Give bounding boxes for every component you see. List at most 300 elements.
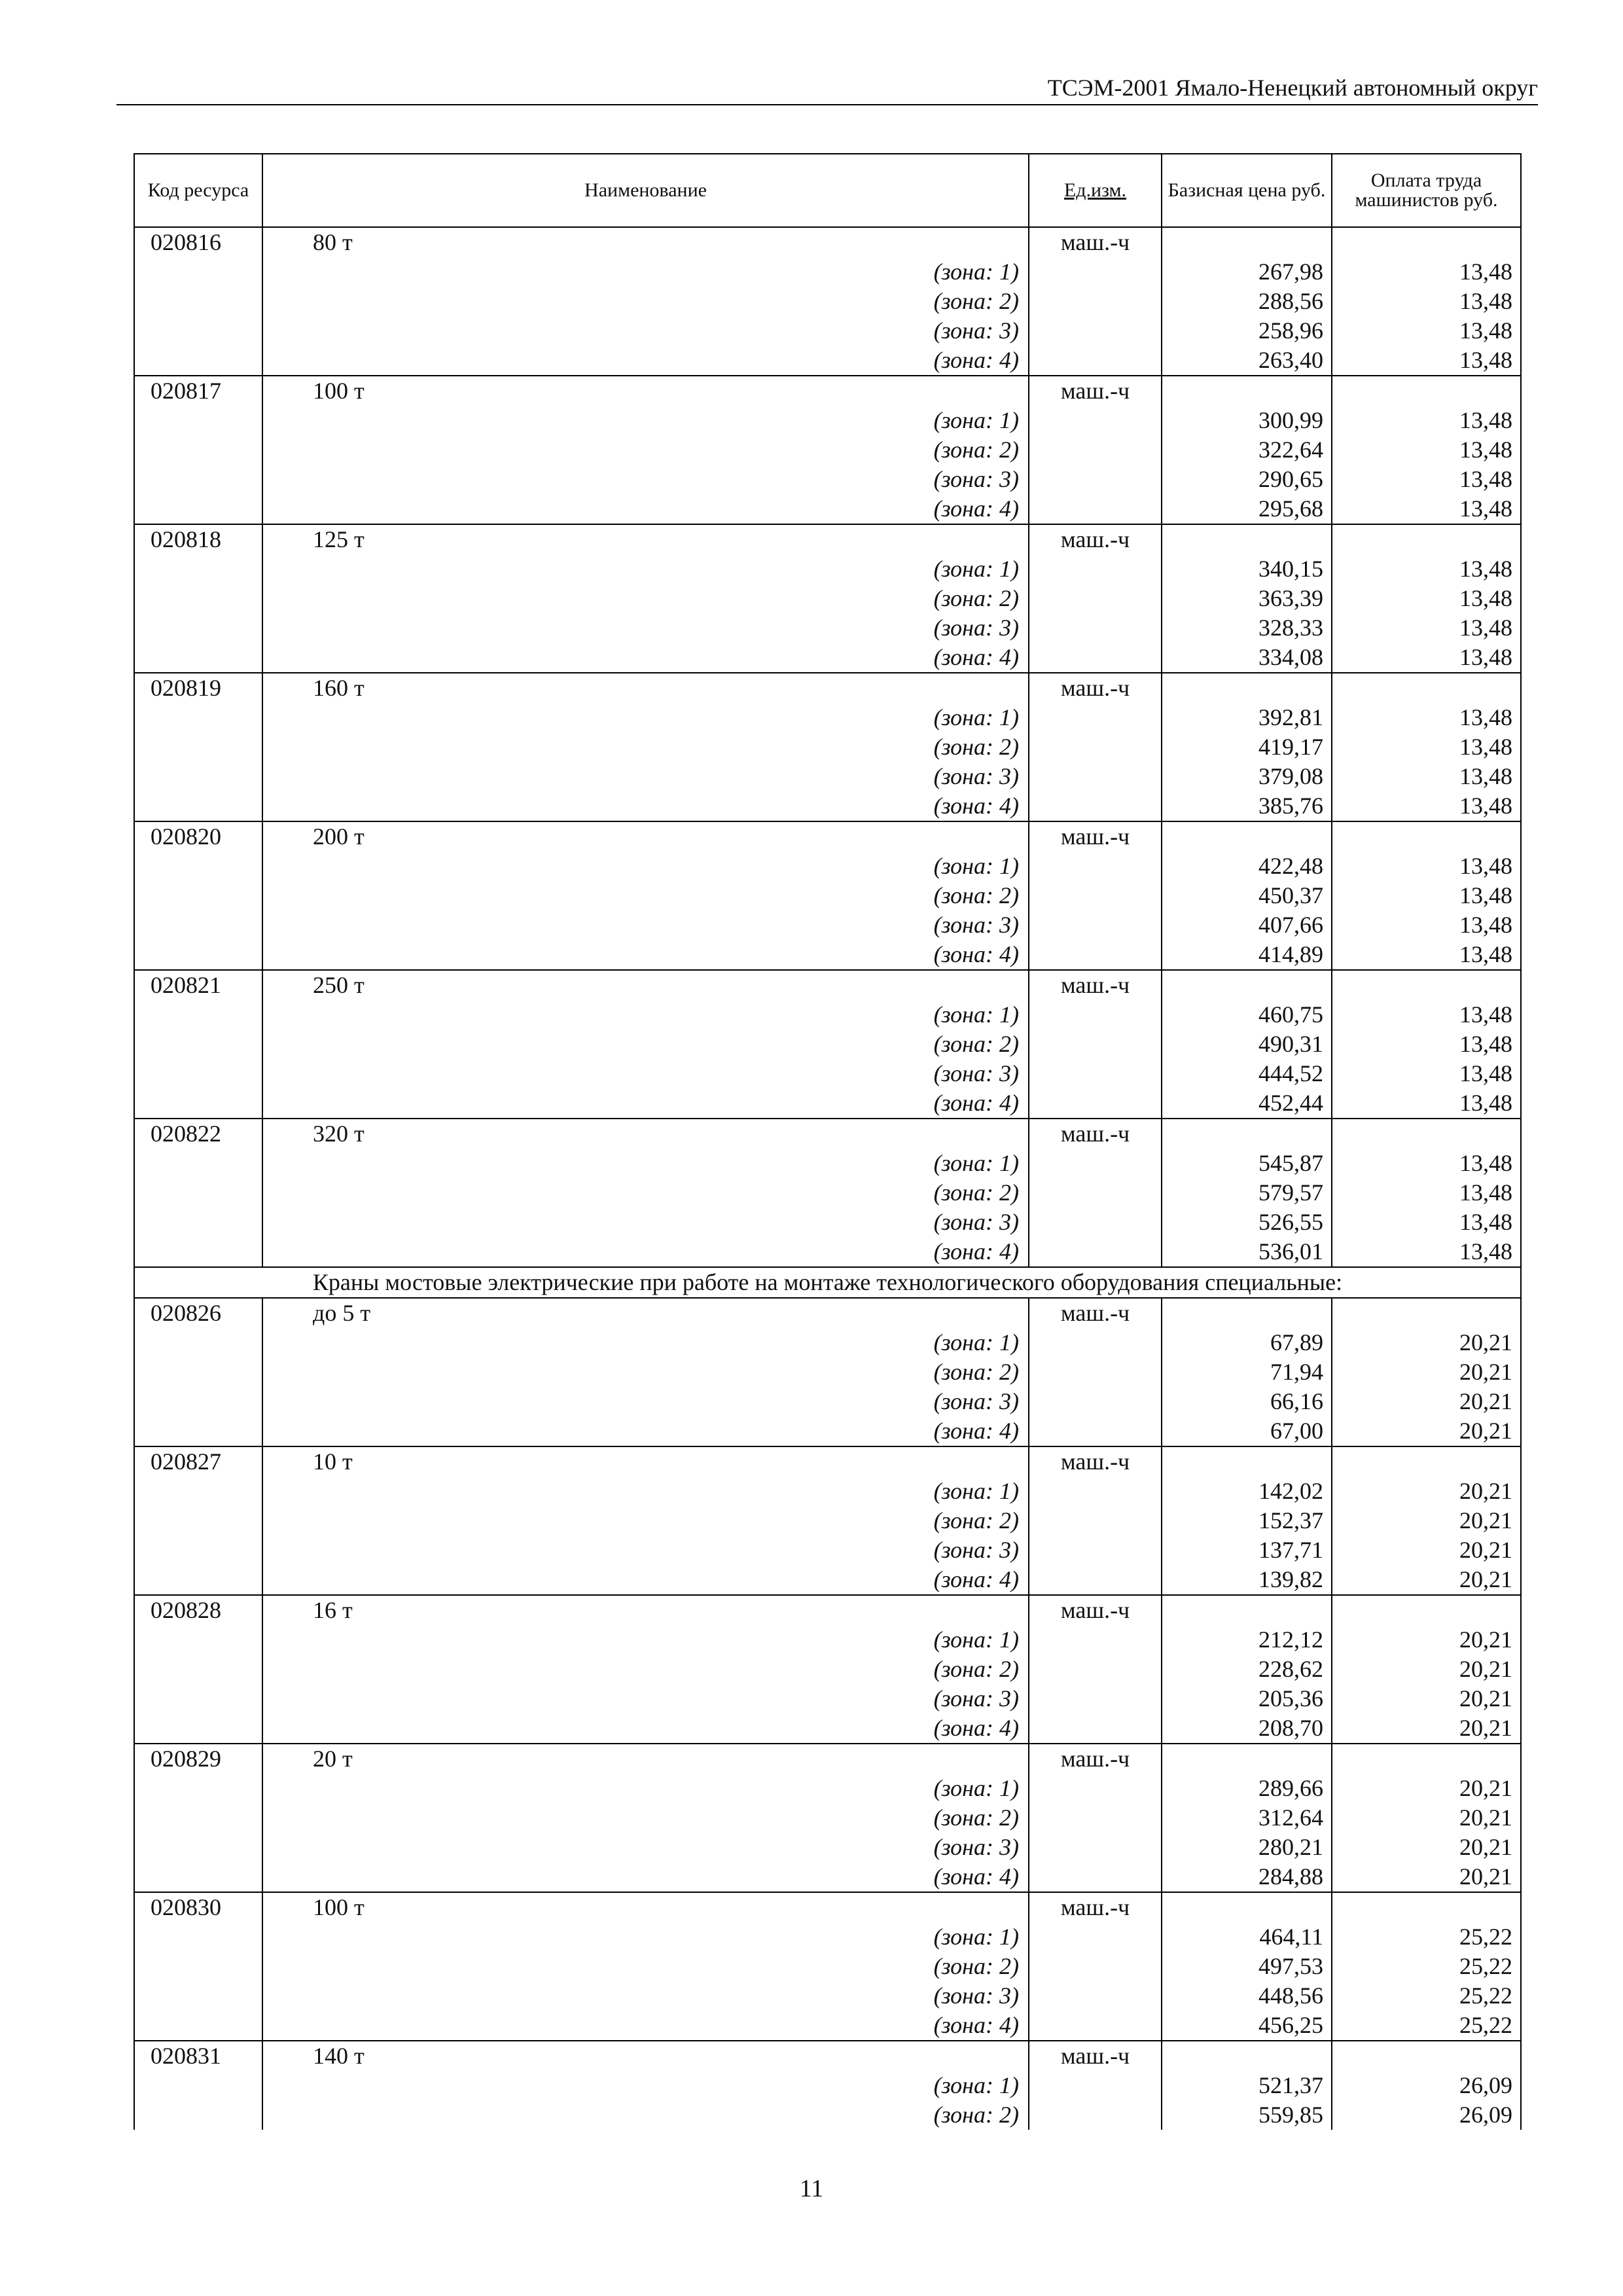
table-row	[134, 376, 1521, 406]
zone-label: (зона: 1)	[262, 1477, 1029, 1506]
table-row	[134, 1892, 1521, 1922]
zone-row	[134, 494, 1521, 524]
operator-pay: 13,48	[1332, 1059, 1521, 1088]
operator-pay: 13,48	[1332, 1030, 1521, 1059]
resource-name: 160 т	[262, 673, 1029, 703]
empty-unit-cell	[1029, 1862, 1162, 1892]
zone-row	[134, 1000, 1521, 1030]
operator-pay: 20,21	[1332, 1535, 1521, 1565]
zone-row	[134, 1059, 1521, 1088]
resource-unit: маш.-ч	[1029, 1595, 1162, 1625]
zone-label: (зона: 4)	[262, 346, 1029, 376]
empty-code-cell	[134, 1922, 262, 1952]
table-row	[134, 1446, 1521, 1477]
base-price: 300,99	[1162, 406, 1332, 435]
header-code: Код ресурса	[134, 154, 262, 227]
empty-unit-cell	[1029, 881, 1162, 910]
zone-label: (зона: 4)	[262, 1416, 1029, 1446]
empty-code-cell	[134, 406, 262, 435]
empty-pay-cell	[1332, 2041, 1521, 2071]
empty-code-cell	[134, 1803, 262, 1833]
empty-code-cell	[134, 316, 262, 346]
empty-price-cell	[1162, 1119, 1332, 1149]
zone-label: (зона: 2)	[262, 287, 1029, 316]
base-price: 450,37	[1162, 881, 1332, 910]
zone-label: (зона: 4)	[262, 1565, 1029, 1595]
resource-name: 140 т	[262, 2041, 1029, 2071]
base-price: 205,36	[1162, 1684, 1332, 1713]
base-price: 289,66	[1162, 1774, 1332, 1803]
zone-row	[134, 465, 1521, 494]
empty-code-cell	[134, 346, 262, 376]
header-pay: Оплата труда машинистов руб.	[1332, 154, 1521, 227]
base-price: 444,52	[1162, 1059, 1332, 1088]
section-row	[134, 1267, 1521, 1298]
empty-unit-cell	[1029, 643, 1162, 673]
zone-row	[134, 2100, 1521, 2130]
zone-row	[134, 1535, 1521, 1565]
base-price: 422,48	[1162, 852, 1332, 881]
empty-unit-cell	[1029, 1535, 1162, 1565]
zone-row	[134, 1625, 1521, 1655]
operator-pay: 13,48	[1332, 465, 1521, 494]
empty-code-cell	[134, 881, 262, 910]
resource-code: 020820	[134, 821, 262, 852]
resource-code: 020826	[134, 1298, 262, 1328]
zone-row	[134, 1178, 1521, 1208]
base-price: 228,62	[1162, 1655, 1332, 1684]
empty-pay-cell	[1332, 1744, 1521, 1774]
empty-code-cell	[134, 1328, 262, 1357]
zone-label: (зона: 1)	[262, 852, 1029, 881]
table-row	[134, 2041, 1521, 2071]
table-row	[134, 1298, 1521, 1328]
zone-row	[134, 613, 1521, 643]
operator-pay: 13,48	[1332, 643, 1521, 673]
table-row	[134, 970, 1521, 1000]
zone-label: (зона: 2)	[262, 732, 1029, 762]
operator-pay: 13,48	[1332, 1208, 1521, 1237]
empty-unit-cell	[1029, 1088, 1162, 1119]
zone-row	[134, 1387, 1521, 1416]
empty-code-cell	[134, 643, 262, 673]
zone-label: (зона: 4)	[262, 791, 1029, 821]
empty-price-cell	[1162, 227, 1332, 257]
zone-row	[134, 1149, 1521, 1178]
base-price: 263,40	[1162, 346, 1332, 376]
base-price: 258,96	[1162, 316, 1332, 346]
empty-code-cell	[134, 703, 262, 732]
operator-pay: 13,48	[1332, 791, 1521, 821]
operator-pay: 13,48	[1332, 287, 1521, 316]
zone-row	[134, 1416, 1521, 1446]
operator-pay: 25,22	[1332, 2011, 1521, 2041]
resource-name: 100 т	[262, 376, 1029, 406]
empty-price-cell	[1162, 376, 1332, 406]
header-name: Наименование	[262, 154, 1029, 227]
empty-unit-cell	[1029, 1477, 1162, 1506]
zone-label: (зона: 1)	[262, 1328, 1029, 1357]
base-price: 579,57	[1162, 1178, 1332, 1208]
operator-pay: 13,48	[1332, 1000, 1521, 1030]
empty-unit-cell	[1029, 1655, 1162, 1684]
operator-pay: 13,48	[1332, 852, 1521, 881]
base-price: 456,25	[1162, 2011, 1332, 2041]
base-price: 267,98	[1162, 257, 1332, 287]
empty-unit-cell	[1029, 1237, 1162, 1267]
resource-unit: маш.-ч	[1029, 376, 1162, 406]
zone-row	[134, 584, 1521, 613]
operator-pay: 25,22	[1332, 1952, 1521, 1981]
empty-unit-cell	[1029, 316, 1162, 346]
empty-unit-cell	[1029, 1416, 1162, 1446]
resource-name: 320 т	[262, 1119, 1029, 1149]
empty-code-cell	[134, 1208, 262, 1237]
zone-label: (зона: 2)	[262, 1357, 1029, 1387]
empty-unit-cell	[1029, 1625, 1162, 1655]
base-price: 497,53	[1162, 1952, 1332, 1981]
operator-pay: 20,21	[1332, 1713, 1521, 1744]
empty-code-cell	[134, 1684, 262, 1713]
empty-unit-cell	[1029, 1030, 1162, 1059]
zone-row	[134, 1803, 1521, 1833]
zone-row	[134, 940, 1521, 970]
zone-label: (зона: 3)	[262, 1059, 1029, 1088]
empty-unit-cell	[1029, 1149, 1162, 1178]
resource-unit: маш.-ч	[1029, 1744, 1162, 1774]
zone-row	[134, 1565, 1521, 1595]
base-price: 414,89	[1162, 940, 1332, 970]
zone-row	[134, 316, 1521, 346]
zone-label: (зона: 3)	[262, 1833, 1029, 1862]
zone-label: (зона: 1)	[262, 703, 1029, 732]
operator-pay: 20,21	[1332, 1477, 1521, 1506]
operator-pay: 13,48	[1332, 1088, 1521, 1119]
base-price: 295,68	[1162, 494, 1332, 524]
base-price: 71,94	[1162, 1357, 1332, 1387]
operator-pay: 13,48	[1332, 732, 1521, 762]
operator-pay: 13,48	[1332, 1178, 1521, 1208]
resource-code: 020827	[134, 1446, 262, 1477]
zone-label: (зона: 2)	[262, 881, 1029, 910]
empty-code-cell	[134, 1625, 262, 1655]
operator-pay: 26,09	[1332, 2071, 1521, 2100]
operator-pay: 20,21	[1332, 1506, 1521, 1535]
zone-row	[134, 1477, 1521, 1506]
zone-row	[134, 2071, 1521, 2100]
resource-unit: маш.-ч	[1029, 2041, 1162, 2071]
operator-pay: 13,48	[1332, 1149, 1521, 1178]
resource-unit: маш.-ч	[1029, 673, 1162, 703]
empty-pay-cell	[1332, 1119, 1521, 1149]
empty-unit-cell	[1029, 494, 1162, 524]
base-price: 340,15	[1162, 554, 1332, 584]
zone-row	[134, 910, 1521, 940]
empty-code-cell	[134, 287, 262, 316]
empty-code-cell	[134, 257, 262, 287]
empty-unit-cell	[1029, 732, 1162, 762]
empty-pay-cell	[1332, 227, 1521, 257]
zone-label: (зона: 1)	[262, 1625, 1029, 1655]
empty-unit-cell	[1029, 554, 1162, 584]
zone-row	[134, 1713, 1521, 1744]
table-row	[134, 821, 1521, 852]
base-price: 545,87	[1162, 1149, 1332, 1178]
base-price: 322,64	[1162, 435, 1332, 465]
empty-code-cell	[134, 465, 262, 494]
empty-price-cell	[1162, 1446, 1332, 1477]
base-price: 379,08	[1162, 762, 1332, 791]
zone-row	[134, 287, 1521, 316]
base-price: 363,39	[1162, 584, 1332, 613]
operator-pay: 20,21	[1332, 1774, 1521, 1803]
empty-unit-cell	[1029, 1328, 1162, 1357]
zone-label: (зона: 3)	[262, 1387, 1029, 1416]
table-body	[134, 227, 1521, 2130]
empty-code-cell	[134, 1059, 262, 1088]
operator-pay: 13,48	[1332, 406, 1521, 435]
empty-unit-cell	[1029, 1981, 1162, 2011]
empty-unit-cell	[1029, 791, 1162, 821]
zone-label: (зона: 4)	[262, 643, 1029, 673]
empty-pay-cell	[1332, 376, 1521, 406]
empty-code-cell	[134, 1030, 262, 1059]
zone-row	[134, 1328, 1521, 1357]
zone-label: (зона: 2)	[262, 1803, 1029, 1833]
base-price: 521,37	[1162, 2071, 1332, 2100]
zone-label: (зона: 4)	[262, 1088, 1029, 1119]
zone-label: (зона: 4)	[262, 1862, 1029, 1892]
zone-label: (зона: 2)	[262, 1952, 1029, 1981]
operator-pay: 13,48	[1332, 881, 1521, 910]
zone-label: (зона: 4)	[262, 494, 1029, 524]
zone-row	[134, 881, 1521, 910]
empty-code-cell	[134, 791, 262, 821]
base-price: 392,81	[1162, 703, 1332, 732]
empty-price-cell	[1162, 673, 1332, 703]
zone-label: (зона: 1)	[262, 1774, 1029, 1803]
empty-pay-cell	[1332, 673, 1521, 703]
operator-pay: 20,21	[1332, 1387, 1521, 1416]
empty-unit-cell	[1029, 940, 1162, 970]
zone-label: (зона: 2)	[262, 1178, 1029, 1208]
price-table	[134, 153, 1522, 2130]
base-price: 559,85	[1162, 2100, 1332, 2130]
zone-row	[134, 852, 1521, 881]
resource-name: 20 т	[262, 1744, 1029, 1774]
empty-code-cell	[134, 1416, 262, 1446]
zone-row	[134, 1952, 1521, 1981]
empty-unit-cell	[1029, 435, 1162, 465]
empty-code-cell	[134, 2071, 262, 2100]
zone-row	[134, 1655, 1521, 1684]
zone-label: (зона: 2)	[262, 584, 1029, 613]
base-price: 142,02	[1162, 1477, 1332, 1506]
base-price: 448,56	[1162, 1981, 1332, 2011]
table-row	[134, 524, 1521, 554]
empty-unit-cell	[1029, 2100, 1162, 2130]
empty-code-cell	[134, 732, 262, 762]
operator-pay: 20,21	[1332, 1803, 1521, 1833]
zone-label: (зона: 4)	[262, 940, 1029, 970]
empty-unit-cell	[1029, 1833, 1162, 1862]
base-price: 290,65	[1162, 465, 1332, 494]
empty-code-cell	[134, 1952, 262, 1981]
zone-row	[134, 435, 1521, 465]
empty-code-cell	[134, 1981, 262, 2011]
resource-code: 020831	[134, 2041, 262, 2071]
resource-code: 020816	[134, 227, 262, 257]
resource-unit: маш.-ч	[1029, 1892, 1162, 1922]
operator-pay: 25,22	[1332, 1981, 1521, 2011]
resource-name: 16 т	[262, 1595, 1029, 1625]
operator-pay: 13,48	[1332, 257, 1521, 287]
resource-name: до 5 т	[262, 1298, 1029, 1328]
empty-code-cell	[134, 613, 262, 643]
base-price: 328,33	[1162, 613, 1332, 643]
empty-price-cell	[1162, 1595, 1332, 1625]
operator-pay: 13,48	[1332, 584, 1521, 613]
zone-row	[134, 1922, 1521, 1952]
resource-name: 100 т	[262, 1892, 1029, 1922]
zone-label: (зона: 3)	[262, 1208, 1029, 1237]
empty-code-cell	[134, 1357, 262, 1387]
operator-pay: 20,21	[1332, 1357, 1521, 1387]
empty-unit-cell	[1029, 1952, 1162, 1981]
empty-unit-cell	[1029, 703, 1162, 732]
zone-row	[134, 703, 1521, 732]
page-number: 11	[799, 2175, 824, 2202]
empty-unit-cell	[1029, 2071, 1162, 2100]
zone-label: (зона: 3)	[262, 613, 1029, 643]
empty-code-cell	[134, 1237, 262, 1267]
operator-pay: 20,21	[1332, 1833, 1521, 1862]
zone-label: (зона: 2)	[262, 1030, 1029, 1059]
empty-pay-cell	[1332, 1595, 1521, 1625]
empty-code-cell	[134, 2011, 262, 2041]
zone-label: (зона: 1)	[262, 1000, 1029, 1030]
empty-code-cell	[134, 1862, 262, 1892]
empty-pay-cell	[1332, 524, 1521, 554]
empty-unit-cell	[1029, 1059, 1162, 1088]
zone-row	[134, 2011, 1521, 2041]
zone-row	[134, 406, 1521, 435]
resource-name: 10 т	[262, 1446, 1029, 1477]
zone-row	[134, 1833, 1521, 1862]
base-price: 280,21	[1162, 1833, 1332, 1862]
zone-label: (зона: 1)	[262, 1922, 1029, 1952]
operator-pay: 25,22	[1332, 1922, 1521, 1952]
empty-code-cell	[134, 1535, 262, 1565]
zone-row	[134, 1684, 1521, 1713]
empty-code-cell	[134, 554, 262, 584]
zone-label: (зона: 3)	[262, 762, 1029, 791]
zone-row	[134, 1774, 1521, 1803]
empty-unit-cell	[1029, 2011, 1162, 2041]
base-price: 452,44	[1162, 1088, 1332, 1119]
zone-row	[134, 643, 1521, 673]
zone-row	[134, 554, 1521, 584]
table-row	[134, 1595, 1521, 1625]
resource-unit: маш.-ч	[1029, 1446, 1162, 1477]
operator-pay: 13,48	[1332, 703, 1521, 732]
empty-price-cell	[1162, 1892, 1332, 1922]
empty-code-cell	[134, 1149, 262, 1178]
zone-row	[134, 1862, 1521, 1892]
base-price: 67,00	[1162, 1416, 1332, 1446]
empty-unit-cell	[1029, 465, 1162, 494]
zone-label: (зона: 2)	[262, 2100, 1029, 2130]
empty-code-cell	[134, 1088, 262, 1119]
empty-unit-cell	[1029, 1922, 1162, 1952]
base-price: 334,08	[1162, 643, 1332, 673]
zone-label: (зона: 1)	[262, 2071, 1029, 2100]
empty-code-cell	[134, 584, 262, 613]
empty-price-cell	[1162, 2041, 1332, 2071]
base-price: 419,17	[1162, 732, 1332, 762]
zone-row	[134, 346, 1521, 376]
empty-unit-cell	[1029, 1684, 1162, 1713]
zone-label: (зона: 2)	[262, 1655, 1029, 1684]
empty-unit-cell	[1029, 1387, 1162, 1416]
operator-pay: 20,21	[1332, 1328, 1521, 1357]
zone-row	[134, 1357, 1521, 1387]
resource-code: 020829	[134, 1744, 262, 1774]
header-rule	[116, 104, 1538, 105]
header-unit	[1029, 154, 1162, 227]
operator-pay: 13,48	[1332, 554, 1521, 584]
zone-label: (зона: 1)	[262, 554, 1029, 584]
base-price: 460,75	[1162, 1000, 1332, 1030]
table-header-row	[134, 154, 1521, 227]
base-price: 66,16	[1162, 1387, 1332, 1416]
base-price: 312,64	[1162, 1803, 1332, 1833]
base-price: 212,12	[1162, 1625, 1332, 1655]
zone-row	[134, 732, 1521, 762]
empty-unit-cell	[1029, 1774, 1162, 1803]
operator-pay: 13,48	[1332, 346, 1521, 376]
zone-label: (зона: 1)	[262, 1149, 1029, 1178]
zone-label: (зона: 4)	[262, 1713, 1029, 1744]
resource-code: 020828	[134, 1595, 262, 1625]
resource-code: 020821	[134, 970, 262, 1000]
empty-pay-cell	[1332, 1892, 1521, 1922]
operator-pay: 13,48	[1332, 762, 1521, 791]
empty-code-cell	[134, 1655, 262, 1684]
table-row	[134, 227, 1521, 257]
empty-unit-cell	[1029, 1713, 1162, 1744]
base-price: 464,11	[1162, 1922, 1332, 1952]
zone-row	[134, 1981, 1521, 2011]
resource-name: 250 т	[262, 970, 1029, 1000]
resource-name: 125 т	[262, 524, 1029, 554]
resource-code: 020830	[134, 1892, 262, 1922]
empty-code-cell	[134, 2100, 262, 2130]
operator-pay: 20,21	[1332, 1684, 1521, 1713]
zone-label: (зона: 3)	[262, 316, 1029, 346]
zone-label: (зона: 2)	[262, 1506, 1029, 1535]
section-title: Краны мостовые электрические при работе на монтаже технологического оборудования специальные:	[134, 1267, 1521, 1298]
empty-pay-cell	[1332, 821, 1521, 852]
operator-pay: 13,48	[1332, 910, 1521, 940]
resource-code: 020819	[134, 673, 262, 703]
resource-name: 200 т	[262, 821, 1029, 852]
zone-row	[134, 791, 1521, 821]
empty-unit-cell	[1029, 257, 1162, 287]
header-unit-text: Ед.изм.	[1063, 179, 1127, 201]
empty-unit-cell	[1029, 910, 1162, 940]
resource-unit: маш.-ч	[1029, 1298, 1162, 1328]
